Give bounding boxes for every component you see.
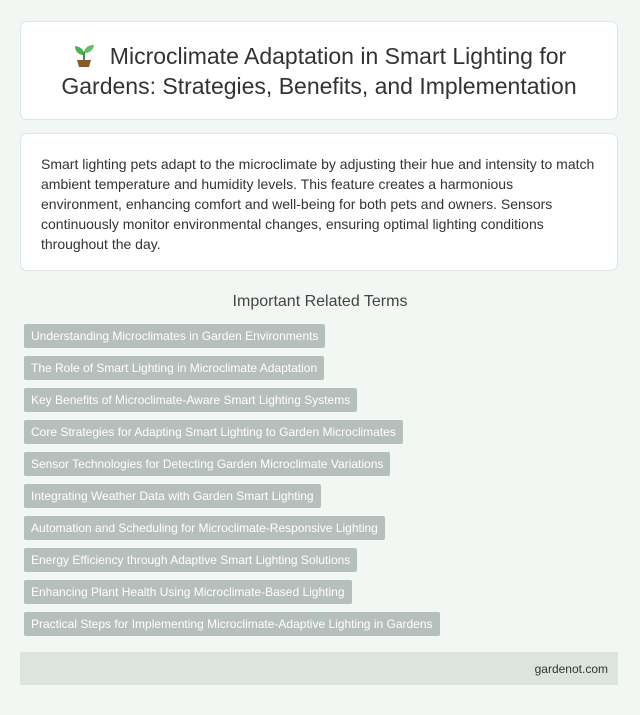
description-card: [20, 133, 618, 271]
footer-bar: [20, 652, 618, 685]
related-term-tag[interactable]: Practical Steps for Implementing Microclimate-Adaptive Lighting in Gardens: [24, 612, 440, 636]
title-card: [20, 21, 618, 120]
footer-site-link[interactable]: gardenot.com: [534, 661, 608, 676]
page-title-text: Microclimate Adaptation in Smart Lighting for Gardens: Strategies, Benefits, and Implementation: [61, 42, 577, 99]
related-term-tag[interactable]: Automation and Scheduling for Microclimate-Responsive Lighting: [24, 516, 385, 540]
page-title: [21, 41, 617, 101]
related-term-tag[interactable]: Sensor Technologies for Detecting Garden Microclimate Variations: [24, 452, 390, 476]
related-terms-list: [24, 324, 624, 644]
related-terms-heading: Important Related Terms: [232, 293, 408, 310]
related-term-tag[interactable]: Key Benefits of Microclimate-Aware Smart Lighting Systems: [24, 388, 357, 412]
seedling-icon: [72, 42, 96, 68]
related-term-tag[interactable]: Core Strategies for Adapting Smart Lighting to Garden Microclimates: [24, 420, 403, 444]
related-term-tag[interactable]: Understanding Microclimates in Garden Environments: [24, 324, 325, 348]
related-term-tag[interactable]: The Role of Smart Lighting in Microclimate Adaptation: [24, 356, 324, 380]
description-text: Smart lighting pets adapt to the microclimate by adjusting their hue and intensity to match ambient temperature and humidity levels. This feature creates a harmonious environment, enhancing comfort and well-being for both pets and owners. Sensors continuously monitor environmental changes, ensuring optimal lighting conditions throughout the day.: [41, 156, 595, 252]
related-term-tag[interactable]: Integrating Weather Data with Garden Smart Lighting: [24, 484, 321, 508]
related-term-tag[interactable]: Enhancing Plant Health Using Microclimate-Based Lighting: [24, 580, 352, 604]
related-term-tag[interactable]: Energy Efficiency through Adaptive Smart Lighting Solutions: [24, 548, 357, 572]
